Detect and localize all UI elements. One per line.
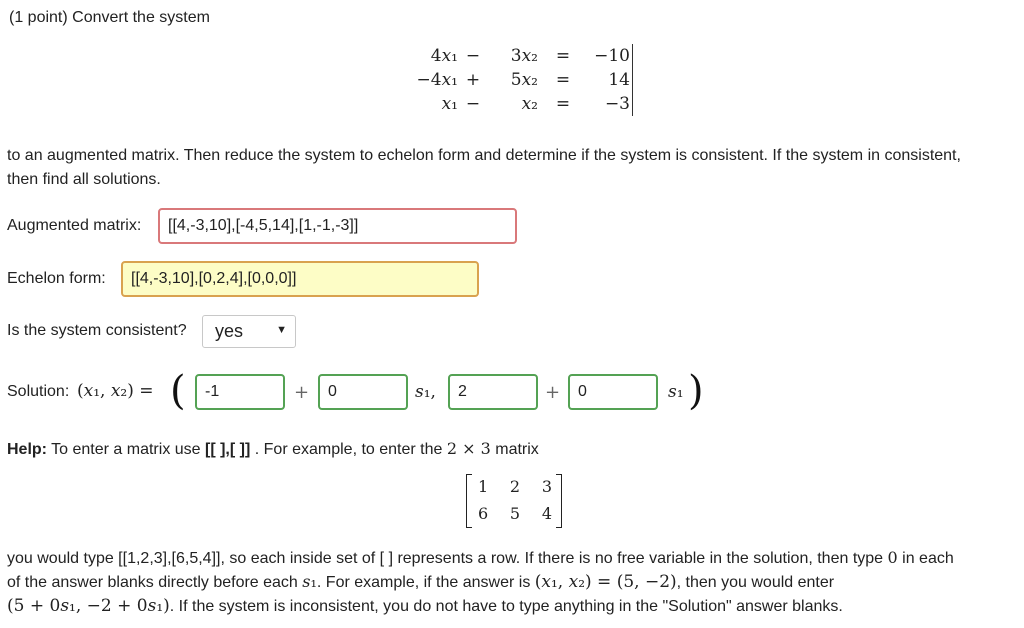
term-a: 𝑥₁ — [441, 94, 458, 114]
help-text: you would type [[1,2,3],[6,5,4]], so each inside set of [ ] represents a row. If there is no free variable in the solution, then type — [7, 550, 888, 567]
instructions-line-1: to an augmented matrix. Then reduce the system to echelon form and determine if the system is consistent. If the system in consistent, — [7, 147, 961, 164]
equals: = — [555, 70, 571, 90]
x2-constant-input[interactable]: 2 — [448, 374, 538, 410]
right-bracket — [556, 474, 562, 528]
operator: + — [465, 70, 481, 90]
instructions-line-2: then find all solutions. — [7, 171, 161, 188]
solution-label: Solution: — [7, 383, 70, 400]
term-b: 𝑥₂ — [521, 94, 538, 114]
consistent-label: Is the system consistent? — [7, 322, 187, 339]
consistent-select[interactable] — [202, 315, 296, 348]
matrix-cell: 2 — [509, 477, 521, 496]
system-row-1 — [396, 44, 633, 68]
augmented-label: Augmented matrix: — [7, 217, 142, 234]
matrix-row-2 — [478, 504, 552, 523]
plus-sign: + — [545, 382, 561, 403]
help-text: . If the system is inconsistent, you do not have to type anything in the "Solution" answer blanks. — [169, 598, 843, 615]
s1-variable: 𝑠₁ — [668, 382, 684, 402]
operator: − — [465, 94, 481, 114]
rhs: 14 — [588, 68, 633, 92]
help-line-3 — [7, 572, 834, 592]
matrix-cell: 4 — [541, 504, 552, 523]
x1-constant-input[interactable]: -1 — [195, 374, 285, 410]
solution-lhs: (𝑥₁, 𝑥₂) = — [77, 381, 154, 401]
system-row-3 — [396, 92, 633, 116]
help-zero: 0 — [887, 548, 898, 567]
right-paren: ) — [688, 368, 704, 414]
help-line4-math: (5 + 0𝑠₁, −2 + 0𝑠₁) — [7, 596, 170, 616]
operator: − — [465, 46, 481, 66]
system-row-2 — [396, 68, 633, 92]
x2-coefficient-input[interactable]: 0 — [568, 374, 658, 410]
rhs: −10 — [588, 44, 633, 68]
help-text: . For example, to enter the — [250, 441, 447, 458]
equals: = — [555, 46, 571, 66]
help-title: Help: — [7, 441, 47, 458]
echelon-form-input[interactable]: [[4,-3,10],[0,2,4],[0,0,0]] — [121, 261, 479, 297]
left-bracket — [466, 474, 472, 528]
dropdown-arrow-icon: ▼ — [276, 324, 287, 336]
help-text: matrix — [490, 441, 539, 458]
matrix-cell: 6 — [478, 504, 489, 523]
echelon-label: Echelon form: — [7, 270, 106, 287]
equals: = — [555, 94, 571, 114]
help-line-4 — [7, 596, 843, 616]
linear-system — [396, 44, 633, 116]
term-b: 5𝑥₂ — [510, 70, 538, 90]
matrix-row-1 — [478, 477, 552, 496]
consistent-select-value: yes — [215, 321, 244, 341]
help-text: , then you would enter — [676, 574, 835, 591]
help-dims: 2 × 3 — [446, 439, 491, 458]
matrix-cell: 5 — [509, 504, 521, 523]
problem-header: (1 point) Convert the system — [9, 9, 210, 26]
help-line-1 — [7, 439, 539, 459]
term-b: 3𝑥₂ — [510, 46, 538, 66]
help-text: in each — [897, 550, 954, 567]
rhs: −3 — [588, 92, 633, 116]
matrix-cell: 1 — [478, 477, 489, 496]
matrix-cell: 3 — [541, 477, 552, 496]
augmented-matrix-input[interactable]: [[4,-3,10],[-4,5,14],[1,-1,-3]] — [158, 208, 517, 244]
term-a: −4𝑥₁ — [416, 70, 458, 90]
help-line-2 — [7, 548, 954, 568]
help-text: To enter a matrix use — [47, 441, 205, 458]
s1-variable: 𝑠₁, — [415, 382, 436, 402]
x1-coefficient-input[interactable]: 0 — [318, 374, 408, 410]
term-a: 4𝑥₁ — [430, 46, 458, 66]
plus-sign: + — [294, 382, 310, 403]
help-brackets: [[ ],[ ]] — [205, 441, 251, 458]
help-s1: 𝑠₁ — [302, 572, 317, 591]
example-matrix — [466, 474, 562, 528]
help-example-math: (𝑥₁, 𝑥₂) = (5, −2) — [534, 572, 677, 592]
left-paren: ( — [170, 368, 186, 414]
help-text: . For example, if the answer is — [316, 574, 535, 591]
help-text: of the answer blanks directly before each — [7, 574, 303, 591]
